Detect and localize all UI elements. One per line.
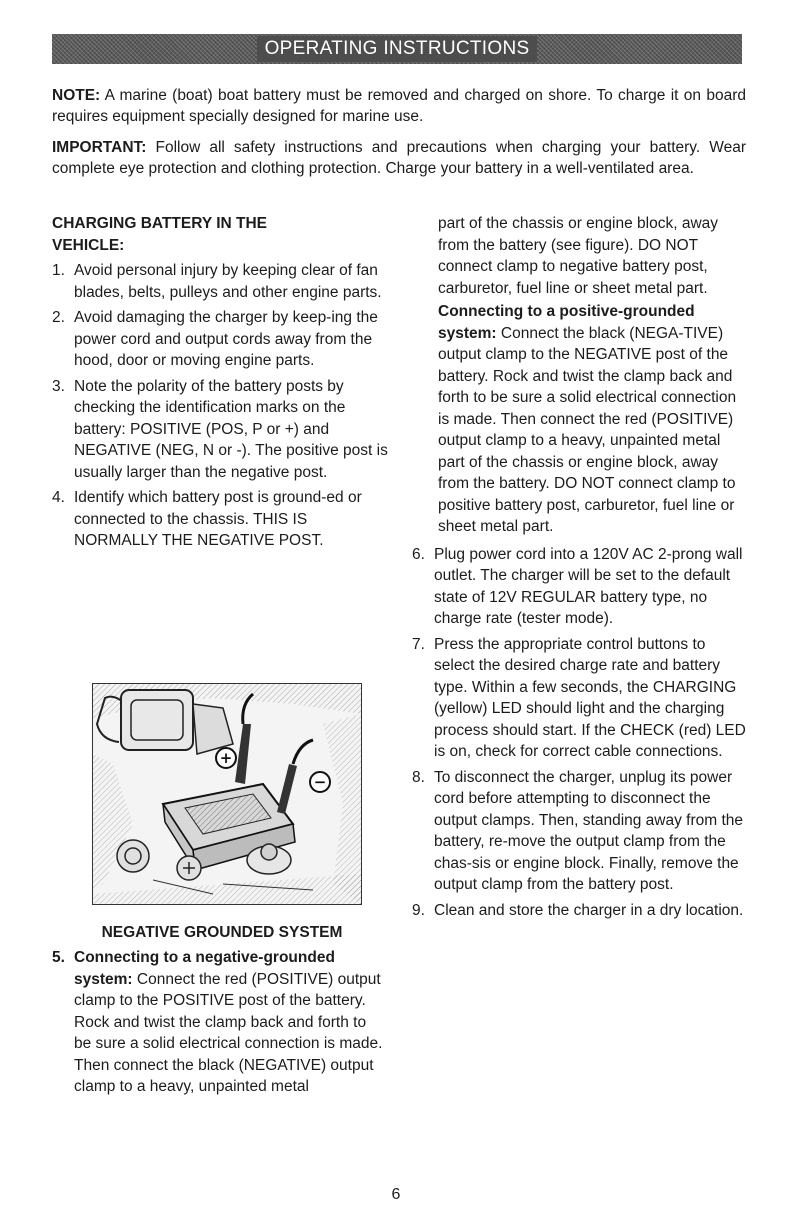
- step-number: 5.: [52, 949, 65, 966]
- page-title: OPERATING INSTRUCTIONS: [257, 36, 538, 62]
- step5-continuation: part of the chassis or engine block, away from the battery (see figure). DO NOT connect clamp to negative battery post, carburetor, fuel line or sheet metal part.: [438, 215, 719, 297]
- step-number: 3.: [52, 377, 65, 395]
- negative-symbol: −: [313, 773, 327, 791]
- section-heading-line1: CHARGING BATTERY IN THE: [52, 215, 267, 232]
- list-item: [52, 376, 392, 484]
- section-heading: [52, 213, 392, 256]
- step-text: Identify which battery post is ground-ed or connected to the chassis. THIS IS NORMALLY THE NEGATIVE POST.: [74, 489, 362, 549]
- important-label: IMPORTANT:: [52, 139, 147, 156]
- steps-list-right: [412, 544, 746, 922]
- figure-caption: NEGATIVE GROUNDED SYSTEM: [101, 924, 343, 941]
- page-number: 6: [391, 1186, 401, 1203]
- step-text: Avoid damaging the charger by keep-ing the power cord and output cords away from the hood, door or moving engine parts.: [74, 309, 378, 369]
- note-paragraph: [52, 86, 746, 127]
- note-text: A marine (boat) boat battery must be removed and charged on shore. To charge it on board requires equipment specially designed for marine use.: [52, 87, 746, 125]
- step-number: 8.: [412, 768, 425, 786]
- step-text: Note the polarity of the battery posts by checking the identification marks on the battery: POSITIVE (POS, P or +) and NEGATIVE (NEG, N or -). The positive post is usually larger than the negative post.: [74, 377, 388, 481]
- important-text: Follow all safety instructions and precautions when charging your battery. Wear complete eye protection and clothing protection. Charge your battery in a well-ventilated area.: [52, 139, 746, 177]
- list-item: [52, 307, 392, 372]
- important-paragraph: [52, 138, 746, 179]
- section-heading-line2: VEHICLE:: [52, 236, 125, 254]
- step-number: 4.: [52, 489, 65, 506]
- steps-list: [52, 260, 392, 552]
- list-item: [412, 634, 746, 763]
- step5-text: Connect the red (POSITIVE) output clamp to the POSITIVE post of the battery. Rock and twist the clamp back and forth to be sure a solid electrical connection is made. Then connect the black (NEGATIVE) output clamp to a heavy, unpainted metal: [74, 970, 383, 1095]
- step-number: 1.: [52, 262, 65, 279]
- air-filter-housing: [121, 690, 193, 750]
- list-item: [412, 900, 746, 922]
- positive-symbol: +: [219, 749, 233, 767]
- list-item: [52, 947, 387, 1098]
- step-text: Avoid personal injury by keeping clear of fan blades, belts, pulleys and other engine parts.: [74, 262, 382, 301]
- engine-bay-illustration: [93, 684, 361, 904]
- list-item: [412, 767, 746, 896]
- section-banner: [52, 34, 742, 64]
- list-item: [52, 260, 392, 303]
- positive-grounded-paragraph: [438, 301, 746, 538]
- step5-label: Connecting to a negative-grounded system:: [74, 949, 335, 988]
- positive-grounded-label: Connecting to a positive-grounded system:: [438, 303, 695, 342]
- note-label: NOTE:: [52, 87, 101, 104]
- step-text: Clean and store the charger in a dry location.: [434, 901, 744, 919]
- step-text: To disconnect the charger, unplug its power cord before attempting to disconnect the output clamps. Then, standing away from the battery, re-move the output clamp from the chas-sis or engine block. Finally, remove the output clamp from the battery post.: [434, 768, 744, 893]
- step-number: 2.: [52, 309, 65, 326]
- step-number: 9.: [412, 901, 425, 919]
- positive-grounded-text: Connect the black (NEGA-TIVE) output clamp to the NEGATIVE post of the battery. Rock and twist the clamp back and forth to be sure a solid electrical connection is made. Then connect the red (POSITIVE) output clamp to a heavy, unpainted metal part of the chassis or engine block, away from the battery. DO NOT connect clamp to positive battery post, carburetor, fuel line or sheet metal part.: [438, 324, 737, 535]
- list-item: [52, 487, 392, 552]
- left-column: [52, 213, 392, 556]
- right-column: [412, 213, 746, 925]
- step-text: Press the appropriate control buttons to select the desired charge rate and battery type. Within a few seconds, the CHARGING (yellow) LED should light and the charging process should start. If the CHECK (red) LED is on, check for correct cable connections.: [434, 635, 746, 760]
- list-item: [412, 544, 746, 630]
- step-number: 6.: [412, 545, 425, 563]
- step-text: [52, 947, 387, 1098]
- step-text: Plug power cord into a 120V AC 2-prong wall outlet. The charger will be set to the default state of 12V REGULAR battery type, no charge rate (tester mode).: [434, 545, 743, 627]
- step-number: 7.: [412, 635, 425, 653]
- battery-connection-figure: [92, 683, 362, 905]
